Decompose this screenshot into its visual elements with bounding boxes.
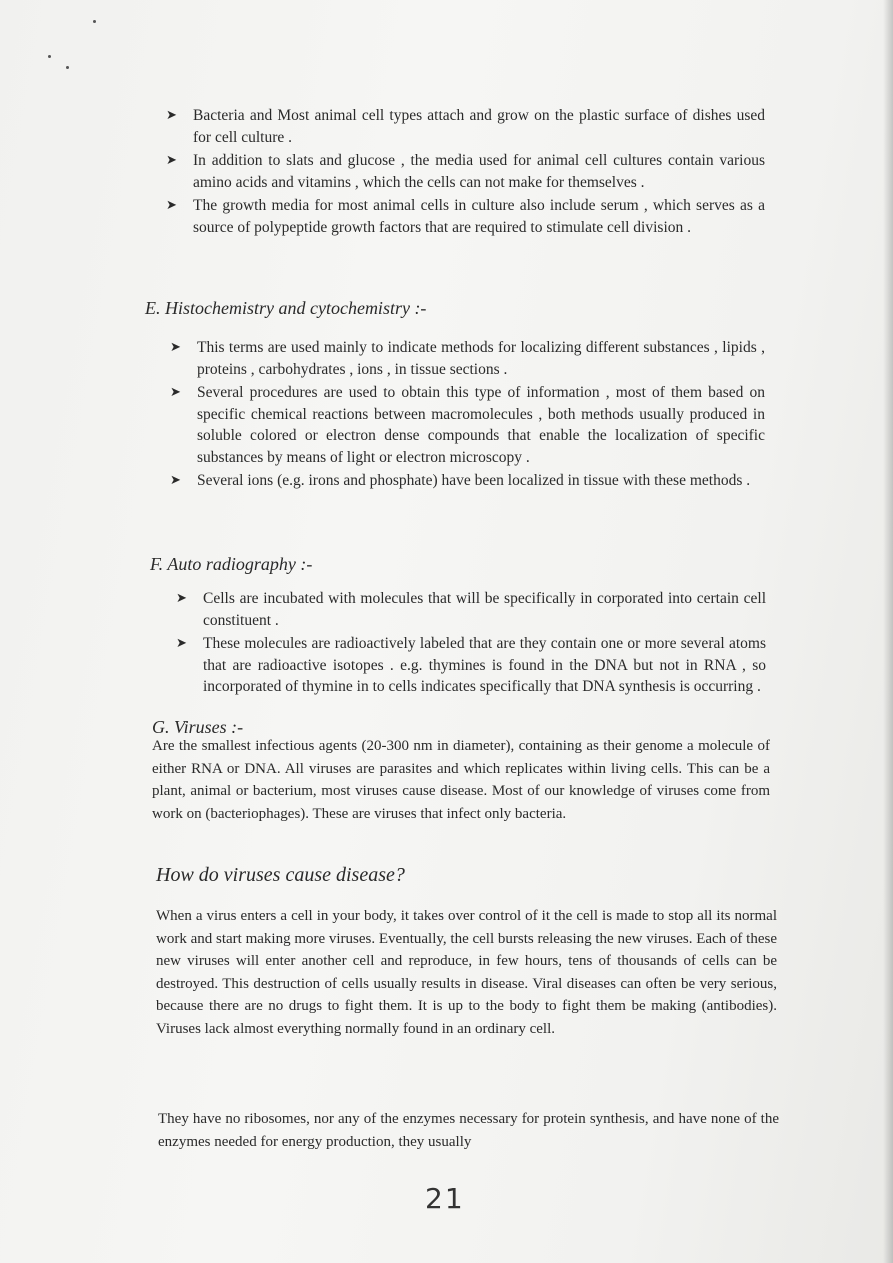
dust-speck — [93, 20, 96, 23]
list-item: ➤ This terms are used mainly to indicate methods for localizing different substances , lipids , proteins , carbohydrates , ions , in tissue sections . — [170, 339, 765, 378]
list-item: ➤ Several ions (e.g. irons and phosphate) have been localized in tissue with these methods . — [197, 470, 765, 492]
arrow-bullet-icon: ➤ — [166, 198, 177, 213]
section-f-heading: F. Auto radiography :- — [150, 554, 313, 574]
list-item: ➤ Cells are incubated with molecules that will be specifically in corporated into certain cell constituent . — [176, 590, 766, 629]
arrow-bullet-icon: ➤ — [170, 340, 181, 355]
section-e-heading: E. Histochemistry and cytochemistry :- — [145, 298, 427, 318]
section-g-heading: G. Viruses :- — [152, 717, 244, 737]
disease-paragraph-1: When a virus enters a cell in your body, it takes over control of it the cell is made to stop all its normal work and start making more viruses. Eventually, the cell bursts releasing the new viruses. Each of these new viruses will enter another cell and reproduce, in few hours, tens of thousands of cells can be destroyed. This destruction of cells usually results in disease. Viral diseases can often be very serious, because there are no drugs to fight them. It is up to the body to fight them be making (antibodies). Viruses lack almost everything normally found in an ordinary cell. — [156, 908, 777, 1037]
page-number: 21 — [425, 1182, 465, 1215]
arrow-bullet-icon: ➤ — [170, 473, 181, 488]
arrow-bullet-icon: ➤ — [170, 385, 181, 400]
arrow-bullet-icon: ➤ — [176, 591, 187, 606]
list-item: ➤ In addition to slats and glucose , the media used for animal cell cultures contain various amino acids and vitamins , which the cells can not make for themselves . — [166, 152, 765, 191]
section-f-bullet-list — [176, 588, 766, 700]
section-e-bullet-list — [170, 337, 765, 494]
intro-bullet-list — [166, 105, 765, 240]
disease-heading: How do viruses cause disease? — [156, 864, 405, 886]
list-item: ➤ The growth media for most animal cells in culture also include serum , which serves as a source of polypeptide growth factors that are required to stimulate cell division . — [166, 197, 765, 236]
dust-speck — [48, 55, 51, 58]
page-edge-shadow — [883, 0, 893, 1263]
arrow-bullet-icon: ➤ — [166, 153, 177, 168]
dust-speck — [66, 66, 69, 69]
section-g-paragraph: Are the smallest infectious agents (20-300 nm in diameter), containing as their genome a molecule of either RNA or DNA. All viruses are parasites and which replicates within living cells. This can be a plant, animal or bacterium, most viruses cause disease. Most of our knowledge of viruses come from work on (bacteriophages). These are viruses that infect only bacteria. — [152, 738, 770, 822]
arrow-bullet-icon: ➤ — [166, 108, 177, 123]
disease-paragraph-2: They have no ribosomes, nor any of the enzymes necessary for protein synthesis, and have none of the enzymes needed for energy production, they usually — [158, 1111, 779, 1150]
list-item: ➤ Bacteria and Most animal cell types attach and grow on the plastic surface of dishes used for cell culture . — [166, 107, 765, 146]
arrow-bullet-icon: ➤ — [176, 636, 187, 651]
list-item: ➤ Several procedures are used to obtain this type of information , most of them based on specific chemical reactions between macromolecules , both methods usually produced in soluble colored or electron dense compounds that enable the localization of specific substances by means of light or electron microscopy . — [170, 384, 765, 466]
list-item: ➤ These molecules are radioactively labeled that are they contain one or more several atoms that are radioactive isotopes . e.g. thymines is found in the DNA but not in RNA , so incorporated of thymine in to cells indicates specifically that DNA synthesis is occurring . — [176, 635, 766, 695]
